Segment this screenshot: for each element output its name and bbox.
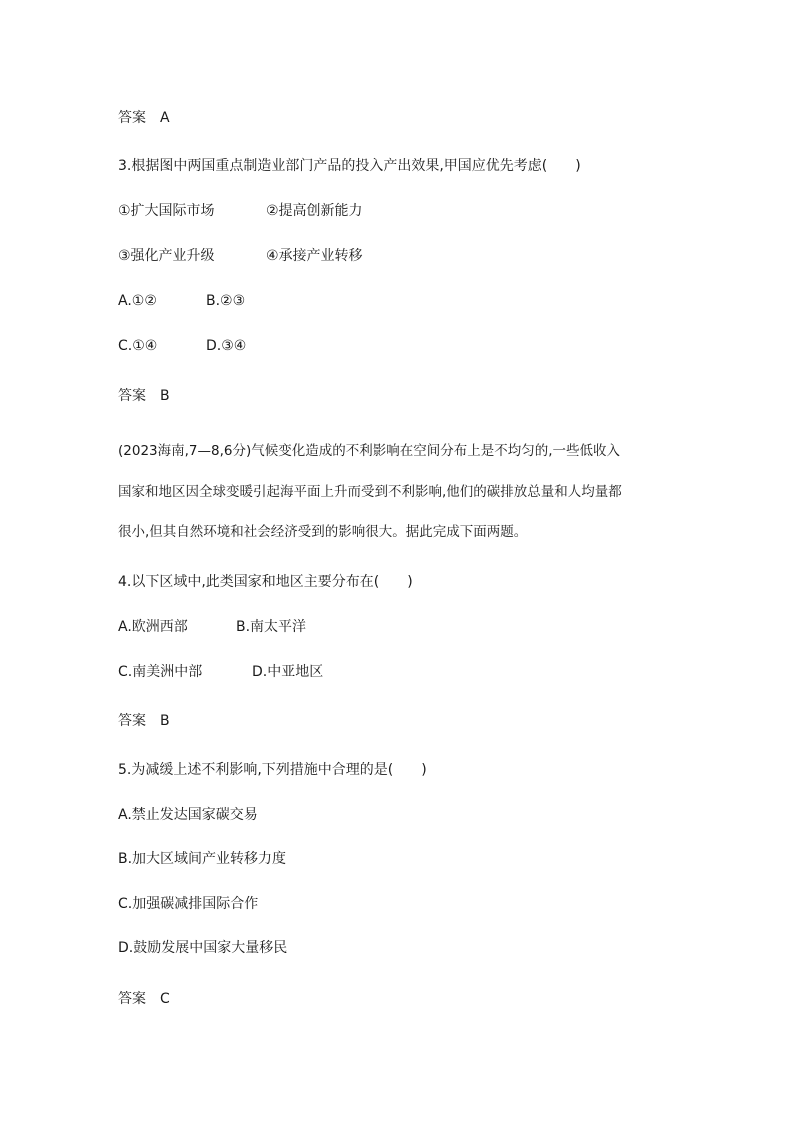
option-c: C.南美洲中部 bbox=[118, 664, 203, 680]
answer-value: B bbox=[160, 713, 170, 729]
answer-line-q2 bbox=[118, 108, 170, 128]
passage-line-2: 国家和地区因全球变暖引起海平面上升而受到不利影响,他们的碳排放总量和人均量都 bbox=[118, 484, 622, 500]
question-3-items-row1 bbox=[118, 201, 363, 221]
answer-label: 答案 bbox=[118, 991, 146, 1007]
answer-label: 答案 bbox=[118, 713, 146, 729]
question-5-option-b: B.加大区域间产业转移力度 bbox=[118, 851, 287, 867]
option-a: A.欧洲西部 bbox=[118, 619, 188, 635]
answer-value: A bbox=[160, 110, 170, 126]
option-d: D.中亚地区 bbox=[252, 664, 324, 680]
answer-label: 答案 bbox=[118, 110, 146, 126]
question-4-options-row1 bbox=[118, 617, 306, 637]
question-3-stem: 3.根据图中两国重点制造业部门产品的投入产出效果,甲国应优先考虑( ) bbox=[118, 158, 581, 174]
answer-line-q5 bbox=[118, 989, 170, 1009]
passage-line-1: (2023海南,7—8,6分)气候变化造成的不利影响在空间分布上是不均匀的,一些低收入 bbox=[118, 443, 621, 459]
question-5-option-a: A.禁止发达国家碳交易 bbox=[118, 807, 258, 823]
question-5-stem: 5.为减缓上述不利影响,下列措施中合理的是( ) bbox=[118, 762, 427, 778]
option-a: A.①② bbox=[118, 293, 157, 309]
option-c: C.①④ bbox=[118, 338, 158, 354]
question-5-option-d: D.鼓励发展中国家大量移民 bbox=[118, 940, 288, 956]
answer-label: 答案 bbox=[118, 388, 146, 404]
question-3-options-row1 bbox=[118, 291, 245, 311]
answer-value: B bbox=[160, 388, 170, 404]
passage-line-3: 很小,但其自然环境和社会经济受到的影响很大。据此完成下面两题。 bbox=[118, 524, 528, 540]
item-1: ①扩大国际市场 bbox=[118, 203, 215, 219]
option-b: B.南太平洋 bbox=[236, 619, 307, 635]
question-5-option-c: C.加强碳减排国际合作 bbox=[118, 896, 259, 912]
item-4: ④承接产业转移 bbox=[266, 248, 363, 264]
option-b: B.②③ bbox=[206, 293, 246, 309]
answer-line-q4 bbox=[118, 711, 170, 731]
option-d: D.③④ bbox=[206, 338, 247, 354]
question-3-options-row2 bbox=[118, 336, 246, 356]
answer-line-q3 bbox=[118, 386, 170, 406]
item-3: ③强化产业升级 bbox=[118, 248, 215, 264]
question-4-options-row2 bbox=[118, 662, 323, 682]
item-2: ②提高创新能力 bbox=[266, 203, 363, 219]
answer-value: C bbox=[160, 991, 170, 1007]
question-3-items-row2 bbox=[118, 246, 363, 266]
question-4-stem: 4.以下区域中,此类国家和地区主要分布在( ) bbox=[118, 574, 413, 590]
